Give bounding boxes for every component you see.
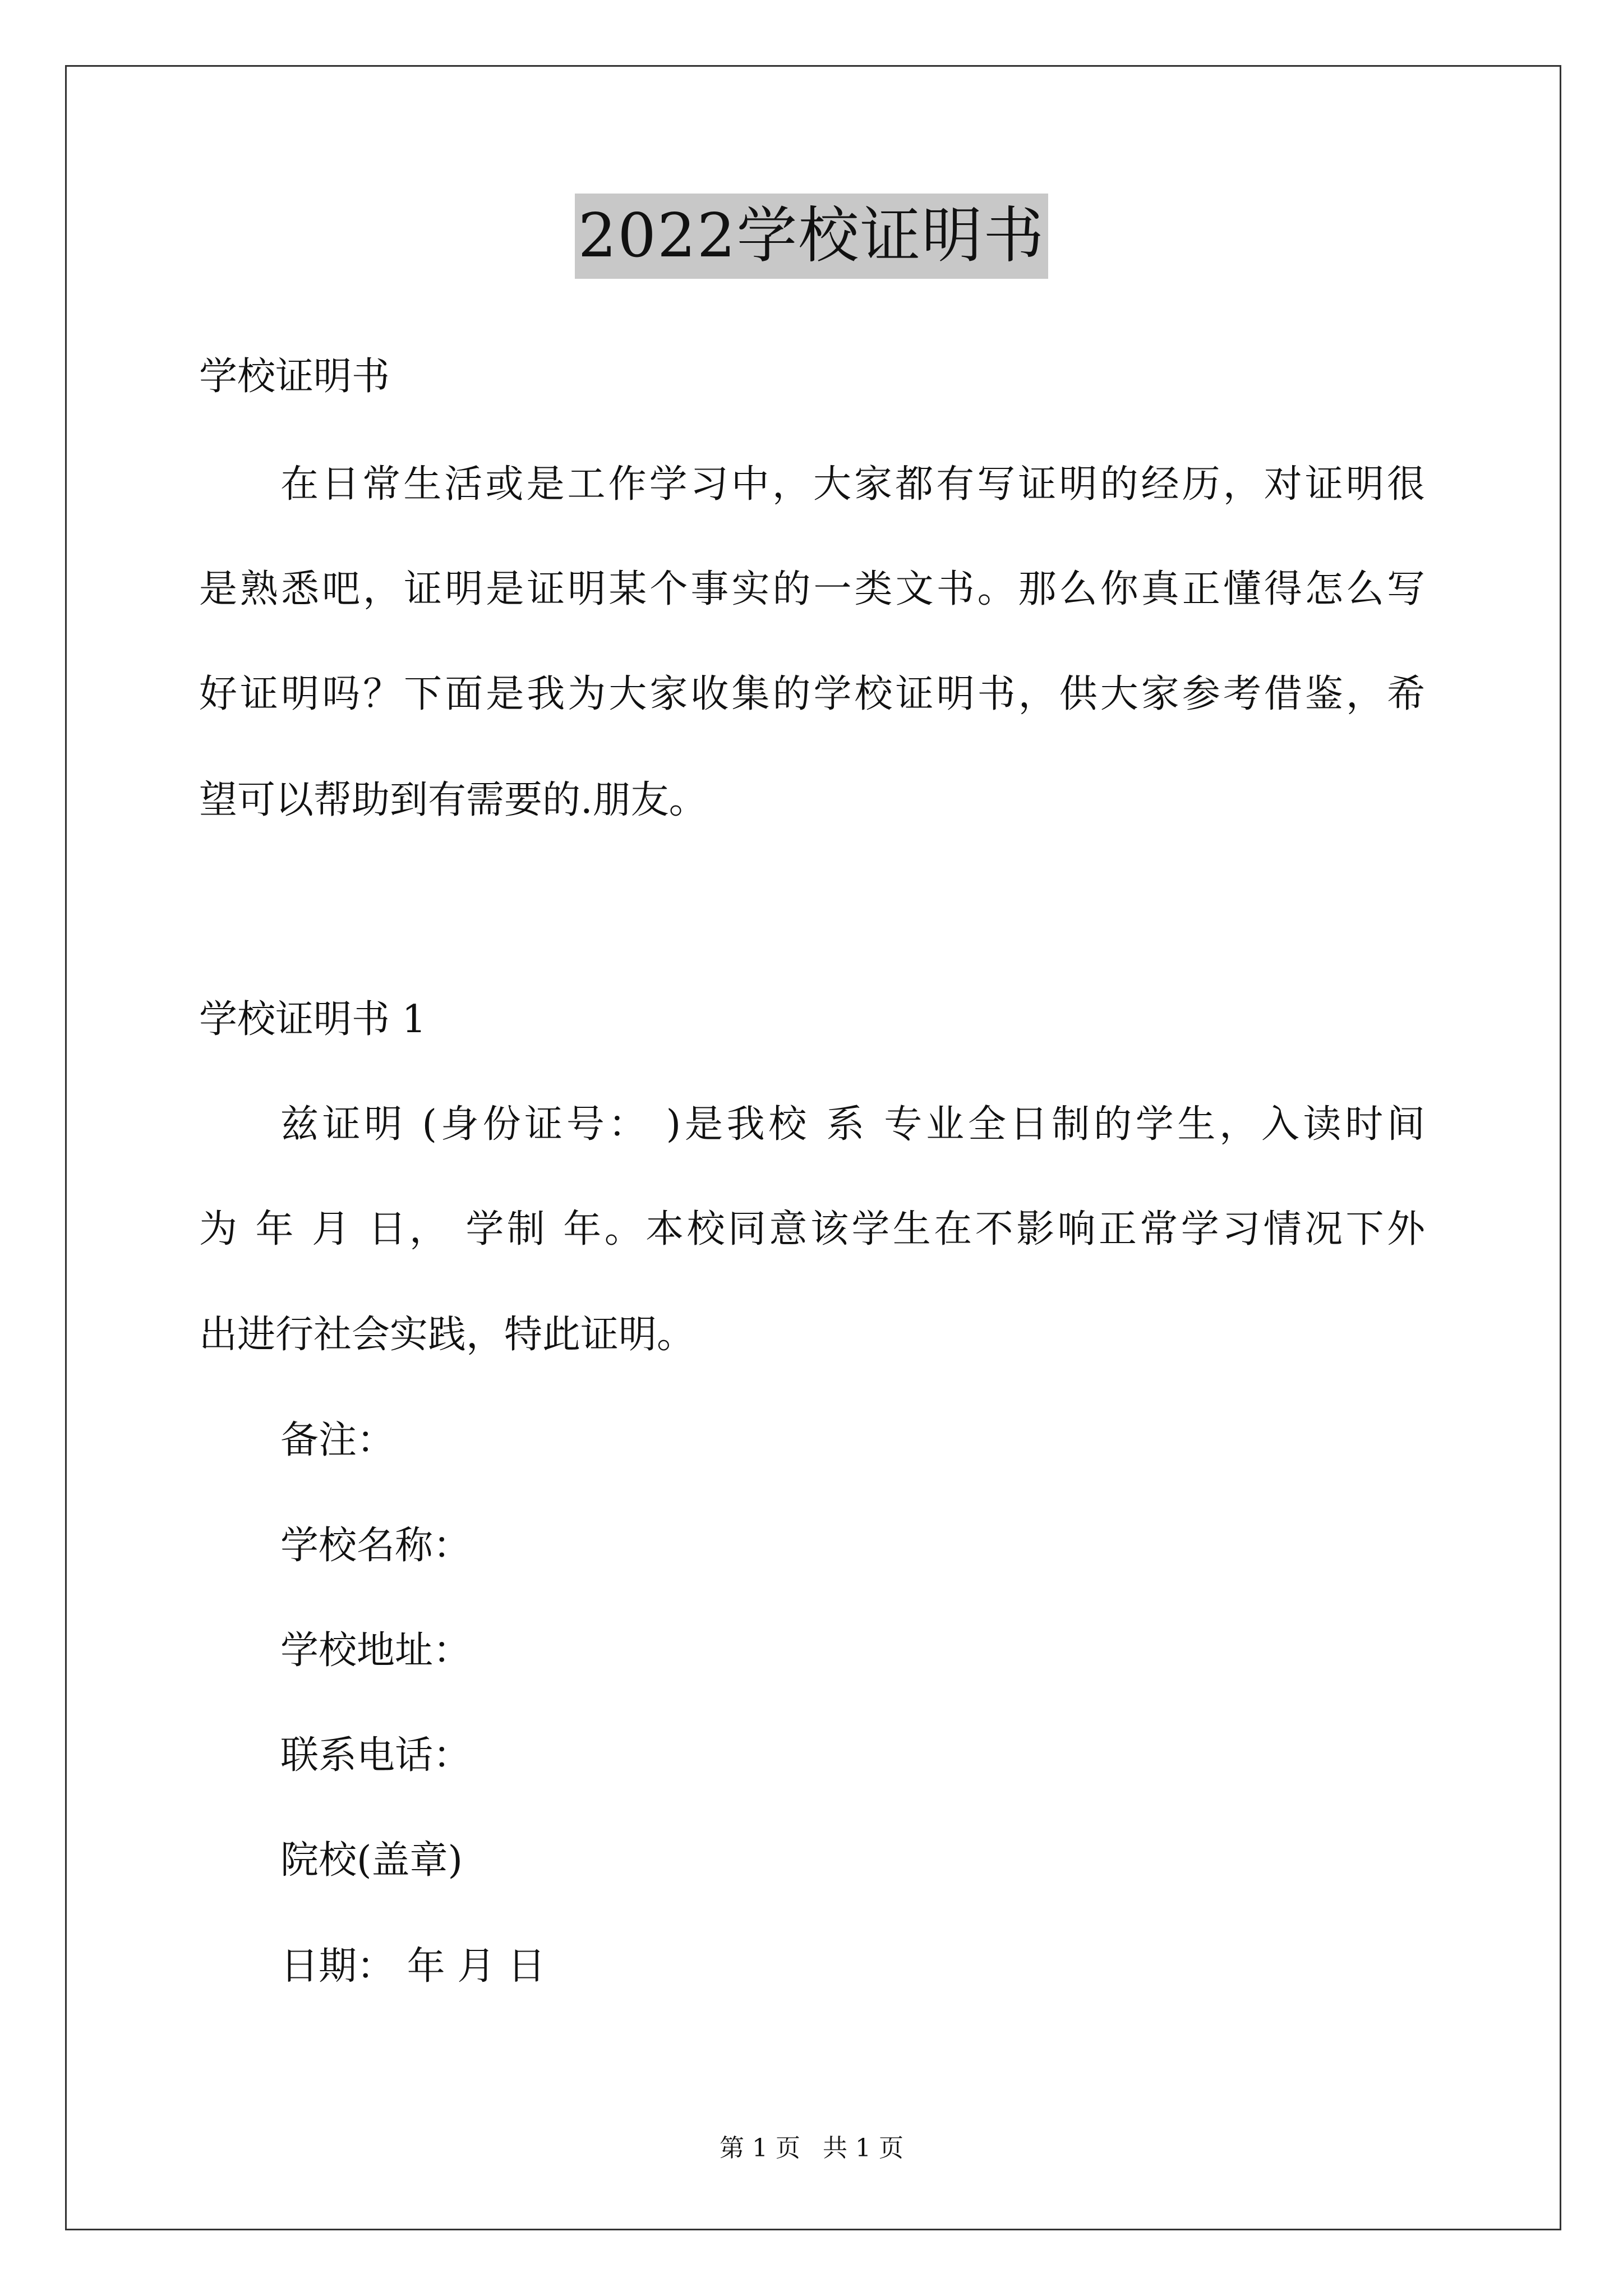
- field-remarks: 备注：: [280, 1418, 395, 1462]
- field-school-address: 学校地址：: [280, 1628, 472, 1673]
- intro-line: 望可以帮助到有需要的.朋友。: [199, 778, 707, 822]
- page-number: 第 1 页: [720, 2134, 800, 2162]
- title-container: [0, 194, 1623, 279]
- intro-line: 在日常生活或是工作学习中，大家都有写证明的经历，对证明很: [280, 462, 1425, 507]
- document-heading: 学校证明书: [199, 355, 390, 399]
- field-date: 日期： 年 月 日: [280, 1944, 546, 1989]
- intro-line: 是熟悉吧，证明是证明某个事实的一类文书。那么你真正懂得怎么写: [199, 567, 1425, 611]
- body-line: 兹证明 (身份证号： )是我校 系 专业全日制的学生，入读时间: [280, 1102, 1425, 1147]
- field-school-name: 学校名称：: [280, 1524, 472, 1568]
- document-title: 2022学校证明书: [575, 194, 1049, 279]
- page-total: 共 1 页: [823, 2134, 903, 2162]
- page-footer: [0, 2132, 1623, 2165]
- section-heading: 学校证明书 1: [199, 997, 426, 1042]
- intro-line: 好证明吗？下面是我为大家收集的学校证明书，供大家参考借鉴，希: [199, 672, 1425, 716]
- field-contact-phone: 联系电话：: [280, 1733, 472, 1778]
- body-line: 出进行社会实践，特此证明。: [199, 1313, 695, 1357]
- body-line: 为 年 月 日， 学制 年。本校同意该学生在不影响正常学习情况下外: [199, 1207, 1425, 1251]
- field-school-seal: 院校(盖章): [280, 1838, 463, 1883]
